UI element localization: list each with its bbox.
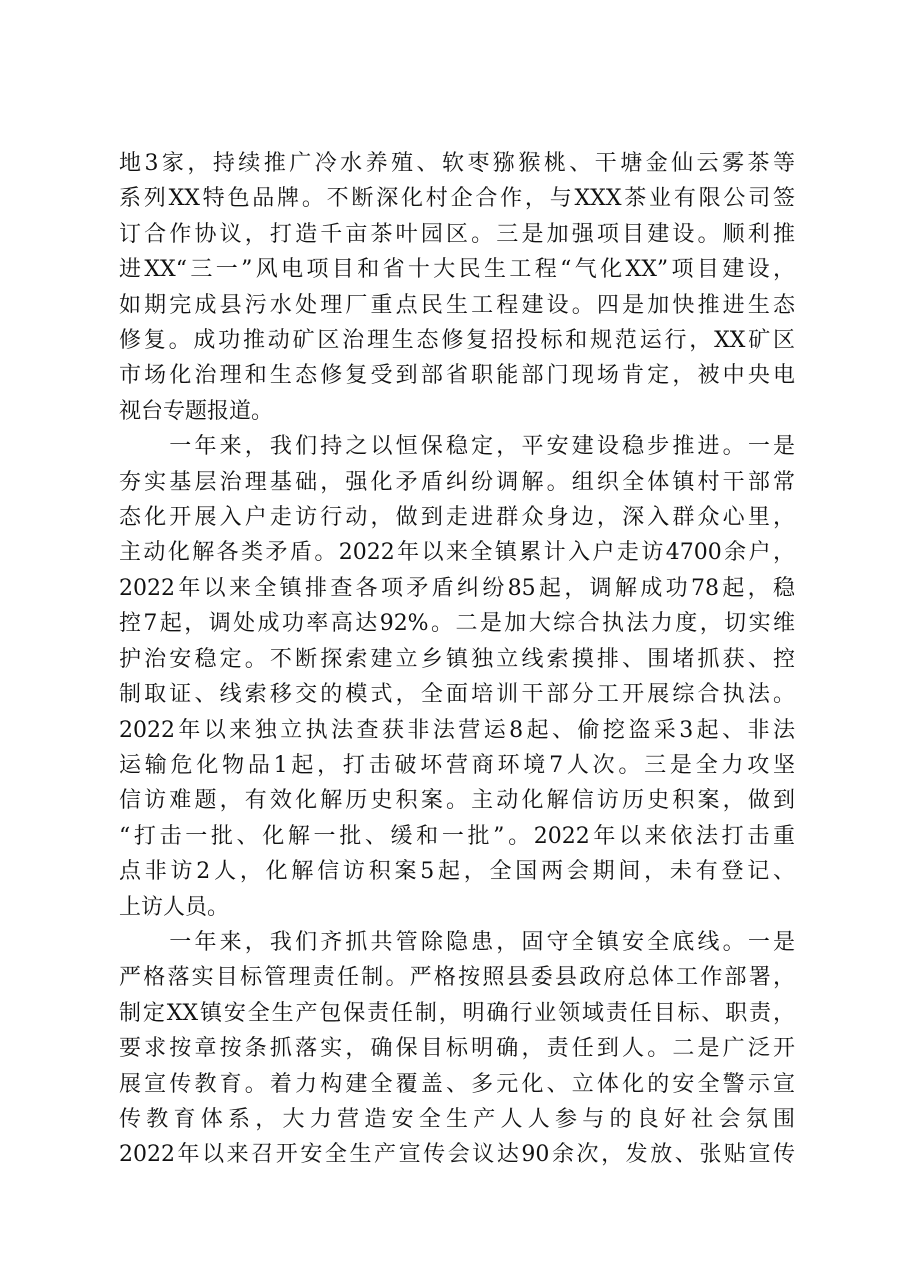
text-line: 控7起，调处成功率高达92%。二是加大综合执法力度，切实维 bbox=[119, 611, 795, 637]
text-line: 要求按章按条抓落实，确保目标明确，责任到人。二是广泛开 bbox=[119, 1036, 795, 1062]
document-body bbox=[119, 146, 795, 1173]
text-line: 一年来，我们持之以恒保稳定，平安建设稳步推进。一是 bbox=[119, 434, 795, 460]
text-line: 2022年以来独立执法查获非法营运8起、偷挖盗采3起、非法 bbox=[119, 717, 795, 743]
text-line: 市场化治理和生态修复受到部省职能部门现场肯定，被中央电 bbox=[119, 363, 795, 389]
text-line: 运输危化物品1起，打击破坏营商环境7人次。三是全力攻坚 bbox=[119, 752, 795, 778]
text-line: 系列XX特色品牌。不断深化村企合作，与XXX茶业有限公司签 bbox=[119, 186, 795, 212]
text-line: 如期完成县污水处理厂重点民生工程建设。四是加快推进生态 bbox=[119, 292, 795, 318]
text-line: “打击一批、化解一批、缓和一批”。2022年以来依法打击重 bbox=[119, 823, 795, 849]
text-line: 修复。成功推动矿区治理生态修复招投标和规范运行，XX矿区 bbox=[119, 328, 795, 354]
text-line: 信访难题，有效化解历史积案。主动化解信访历史积案，做到 bbox=[119, 788, 795, 814]
text-line: 护治安稳定。不断探索建立乡镇独立线索摸排、围堵抓获、控 bbox=[119, 646, 795, 672]
text-line: 制定XX镇安全生产包保责任制，明确行业领域责任目标、职责， bbox=[119, 1000, 795, 1026]
text-line: 进XX“三一”风电项目和省十大民生工程“气化XX”项目建设， bbox=[119, 257, 795, 283]
text-line: 制取证、线索移交的模式，全面培训干部分工开展综合执法。 bbox=[119, 682, 795, 708]
text-line: 2022年以来召开安全生产宣传会议达90余次，发放、张贴宣传 bbox=[119, 1142, 795, 1168]
paragraph-3 bbox=[119, 925, 795, 1173]
text-line: 一年来，我们齐抓共管除隐患，固守全镇安全底线。一是 bbox=[119, 929, 795, 955]
text-line: 上访人员。 bbox=[119, 894, 230, 920]
text-line: 视台专题报道。 bbox=[119, 398, 274, 424]
text-line: 主动化解各类矛盾。2022年以来全镇累计入户走访4700余户， bbox=[119, 540, 795, 566]
text-line: 点非访2人，化解信访积案5起，全国两会期间，未有登记、 bbox=[119, 859, 795, 885]
text-line: 展宣传教育。着力构建全覆盖、多元化、立体化的安全警示宣 bbox=[119, 1071, 795, 1097]
text-line: 态化开展入户走访行动，做到走进群众身边，深入群众心里， bbox=[119, 505, 795, 531]
paragraph-2 bbox=[119, 429, 795, 925]
text-line: 订合作协议，打造千亩茶叶园区。三是加强项目建设。顺利推 bbox=[119, 221, 795, 247]
text-line: 传教育体系，大力营造安全生产人人参与的良好社会氛围 bbox=[119, 1106, 795, 1132]
text-line: 地3家，持续推广冷水养殖、软枣猕猴桃、干塘金仙云雾茶等 bbox=[119, 151, 795, 176]
paragraph-1 bbox=[119, 146, 795, 429]
text-line: 2022年以来全镇排查各项矛盾纠纷85起，调解成功78起，稳 bbox=[119, 575, 795, 601]
text-line: 夯实基层治理基础，强化矛盾纠纷调解。组织全体镇村干部常 bbox=[119, 469, 795, 495]
text-line: 严格落实目标管理责任制。严格按照县委县政府总体工作部署， bbox=[119, 965, 795, 991]
